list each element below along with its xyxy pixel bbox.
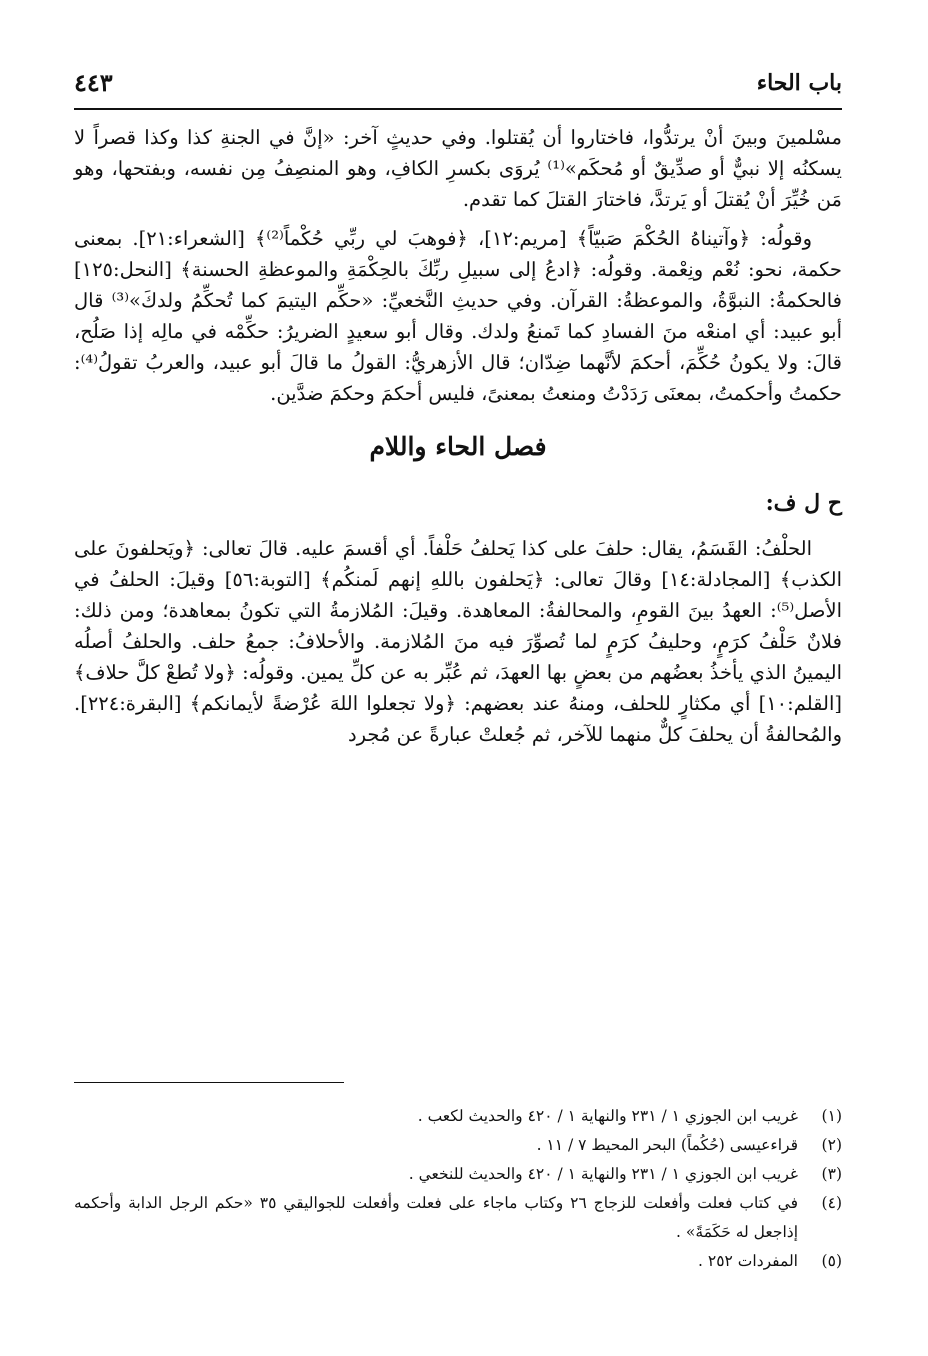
footnote-number: (٥) xyxy=(821,1252,842,1270)
footnote-number: (٢) xyxy=(821,1136,842,1154)
footnote-text: المفردات ٢٥٢ . xyxy=(698,1252,798,1270)
running-header xyxy=(74,66,842,110)
paragraph-2: وقولُه: ﴿وآتيناهُ الحُكْمَ صَبيّاً﴾ [مريم:١٢]، ﴿فوهبَ لي ربِّي حُكْماً⁽²⁾﴾ [الشعراء:٢١]. بمعنى حكمة، نحو: نُعْم ونِعْمة. وقولُه: ﴿ادعُ إلى سبيلِ ربِّكَ بالحِكْمَةِ والموعظةِ الحسنة﴾ [النحل:١٢٥] فالحكمةُ: النبوَّةُ، والموعظةُ: القرآن. وفي حديثِ النَّخعيِّ: «حكِّم اليتيمَ كما تُحكِّمُ ولدكَ»⁽³⁾ قال أبو عبيد: أي امنعْه منَ الفسادِ كما تَمنعُ ولدك. وقال أبو سعيدٍ الضريرُ: حكِّمْه في مالِه إذا صَلُح، قالَ: ولا يكونُ حُكِّمَ، أحكمَ لأنَّهما ضِدّان؛ قال الأزهريُّ: القولُ ما قالَ أبو عبيد، والعربُ تقولُ⁽⁴⁾: حكمتُ وأحكمتُ، بمعنَى رَدَدْتُ ومنعتُ بمعنىً، فليس أحكمَ وحكمَ ضدَّين. xyxy=(74,227,842,405)
footnote-5 xyxy=(74,1247,842,1276)
footnote-separator xyxy=(74,1082,344,1083)
footnote-text: في كتاب فعلت وأفعلت للزجاج ٢٦ وكتاب ماجاء على فعلت وأفعلت للجواليقي ٣٥ «حكم الرجل الدابة وأحكمه إذاجعل له حَكَمَةً» . xyxy=(74,1194,798,1241)
footnote-text: غريب ابن الجوزي ١ / ٢٣١ والنهاية ١ / ٤٢٠ والحديث للنخعي . xyxy=(408,1165,798,1183)
footnote-4 xyxy=(74,1189,842,1247)
chapter-title: باب الحاء xyxy=(756,70,842,96)
footnote-number: (٣) xyxy=(821,1165,842,1183)
footnote-2 xyxy=(74,1131,842,1160)
footnote-text: غريب ابن الجوزي ١ / ٢٣١ والنهاية ١ / ٤٢٠ والحديث لكعب . xyxy=(417,1107,798,1125)
entry-root-letters: ح ل ف: xyxy=(765,490,842,516)
footnote-3 xyxy=(74,1160,842,1189)
footnote-1 xyxy=(74,1102,842,1131)
main-text xyxy=(74,122,842,750)
section-heading: فصل الحاء واللام xyxy=(369,432,547,461)
document-page xyxy=(74,66,842,1316)
footnote-text: قراءعيسى (حُكُماً) البحر المحيط ٧ / ١١ . xyxy=(536,1136,798,1154)
footnote-number: (١) xyxy=(821,1107,842,1125)
footnotes xyxy=(74,1102,842,1276)
paragraph-1: مسْلمينَ وبينَ أنْ يرتدُّوا، فاختاروا أن يُقتلوا. وفي حديثٍ آخر: «إنَّ في الجنةِ كذا وكذا قصراً لا يسكنُه إلا نبيٌّ أو صدِّيقٌ أو مُحكَم»⁽¹⁾ يُروَى بكسرِ الكافِ، وهو المنصِفُ مِن نفسه، وبفتحها، وهو مَن خُيِّرَ أنْ يُقتلَ أو يَرتدَّ، فاختارَ القتلَ كما تقدم. xyxy=(74,126,842,211)
entry-paragraph: الحلْفُ: القَسَمُ، يقال: حلفَ على كذا يَحلفُ حَلْفاً. أي أقسمَ عليه. قالَ تعالى: ﴿ويَحلفونَ على الكذب﴾ [المجادلة:١٤] وقالَ تعالى: ﴿يَحلفون باللهِ إنهم لَمنكُم﴾ [التوبة:٥٦] وقيلَ: الحلفُ في الأصل⁽⁵⁾: العهدُ بينَ القومِ، والمحالفةُ: المعاهدة. وقيلَ: المُلازمةُ التي تكونُ بمعاهدة؛ ومن ذلك: فلانٌ حَلْفُ كرَمٍ، وحليفُ كرَمٍ لما تُصوِّرَ فيه منَ المُلازمة. والأحلافُ: جمعُ حلف. والحلفُ أصلُه اليمينُ الذي يأخذُ بعضُهم من بعضٍ بها العهدَ، ثم عُبِّر به عن كلِّ يمين. وقولُه: ﴿ولا تُطعْ كلَّ حلاف﴾ [القلم:١٠] أي مكثارٍ للحلف، ومنهُ عند بعضهم: ﴿ولا تجعلوا اللهَ عُرْضةً لأيمانكم﴾ [البقرة:٢٢٤]. والمُحالفةُ أن يحلفَ كلٌّ منهما للآخر، ثم جُعلتْ عبارةً عن مُجرد xyxy=(74,537,842,746)
page-number: ٤٤٣ xyxy=(74,68,113,97)
footnote-number: (٤) xyxy=(821,1194,842,1212)
